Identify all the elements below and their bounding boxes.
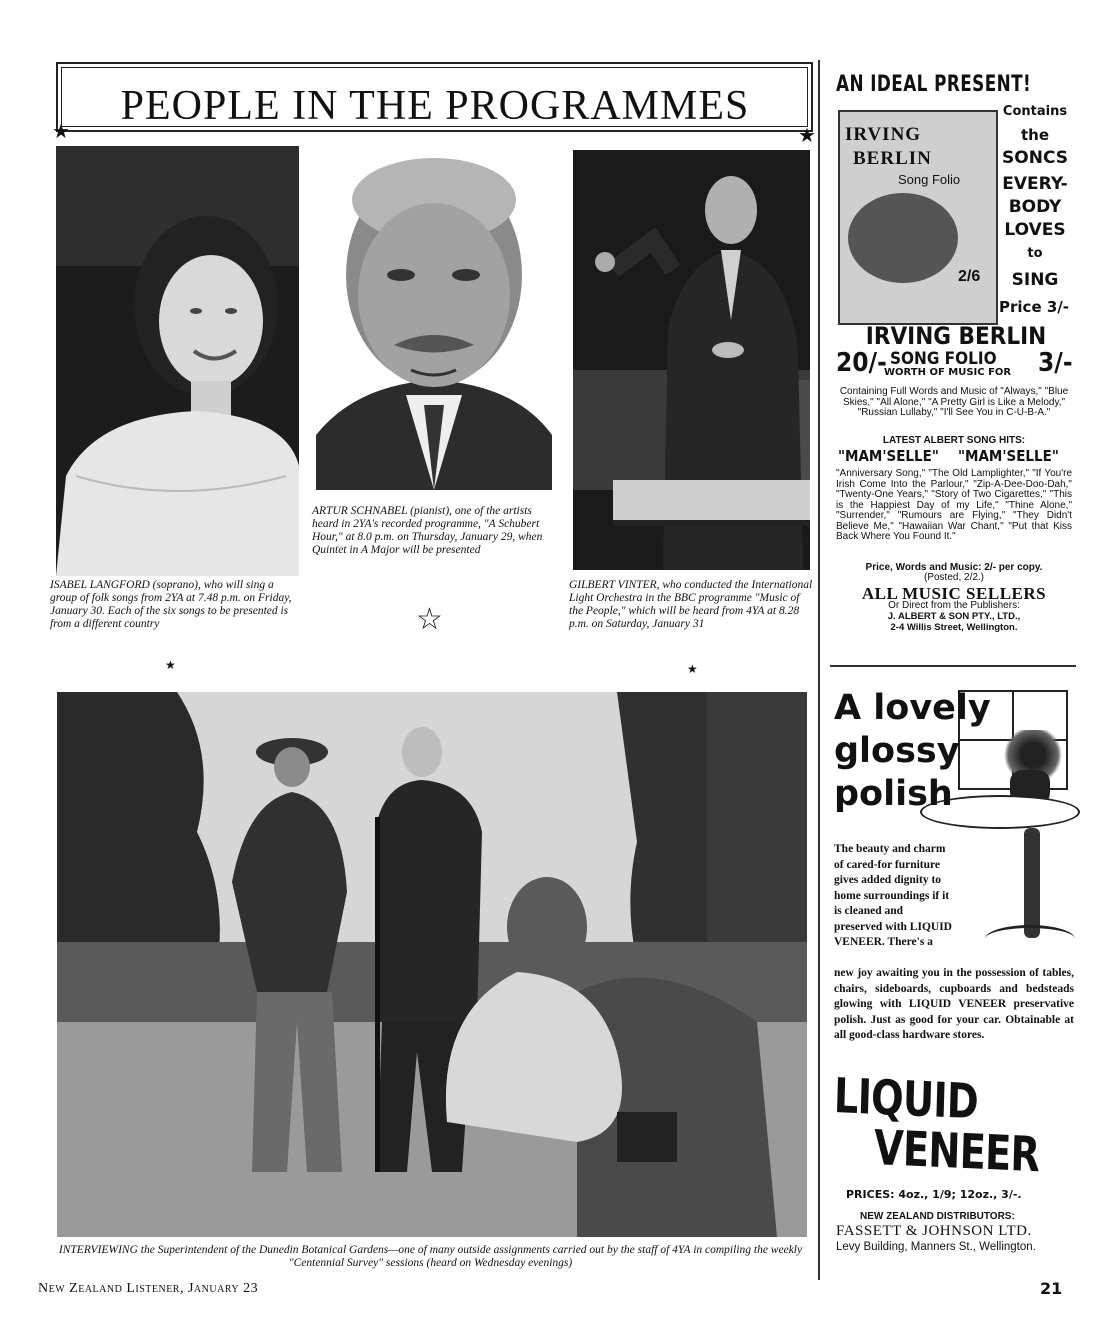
ad-side-word: EVERY- xyxy=(1002,174,1068,194)
ad-side-word: LOVES xyxy=(1004,220,1066,240)
ad-berlin-publisher: J. ALBERT & SON PTY., LTD., xyxy=(887,611,1021,622)
ad-veneer-address: Levy Building, Manners St., Wellington. xyxy=(836,1241,1036,1253)
column-divider xyxy=(818,60,820,1280)
page-number: 21 xyxy=(1040,1279,1063,1298)
ad-berlin-price: Price, Words and Music: 2/- per copy. xyxy=(865,562,1043,573)
hollow-star-ornament: ☆ xyxy=(416,603,443,636)
ad-berlin-name: IRVING BERLIN xyxy=(865,322,1047,350)
page-title: PEOPLE IN THE PROGRAMMES xyxy=(120,83,750,129)
ad-side-price: Price 3/- xyxy=(999,298,1069,316)
table-feet-illustration xyxy=(985,925,1075,953)
ad-berlin-hits-heading: LATEST ALBERT SONG HITS: xyxy=(882,435,1026,446)
folio-title-line1: IRVING xyxy=(845,124,922,145)
ad-veneer-headline: A lovely xyxy=(834,688,991,728)
ad-side-word: to xyxy=(1027,246,1043,261)
folio-subtitle: Song Folio xyxy=(898,172,961,187)
ad-berlin-hit-title: "MAM'SELLE" xyxy=(958,447,1059,465)
ad-veneer-brand: LIQUID xyxy=(833,1068,979,1131)
ad-divider xyxy=(830,665,1076,667)
ad-veneer-distributors: NEW ZEALAND DISTRIBUTORS: xyxy=(860,1211,1015,1222)
caption-vinter: GILBERT VINTER, who conducted the International Light Orchestra in the BBC programme "Music of the People," which will be heard from 4YA at 8.28 p.m. on Saturday, January 31 xyxy=(569,579,813,630)
ad-berlin-song-folio: SONG FOLIO xyxy=(890,349,997,369)
ad-berlin-headline: AN IDEAL PRESENT! xyxy=(836,72,1032,97)
ad-veneer-prices: PRICES: 4oz., 1/9; 12oz., 3/-. xyxy=(846,1188,1022,1201)
ad-veneer-company: FASSETT & JOHNSON LTD. xyxy=(836,1223,1032,1239)
ad-veneer-body-continued: new joy awaiting you in the possession of tables, chairs, sideboards, cupboards and bedsteads glowing with LIQUID VENEER preservative polish. Just as good for your car. Obtainable at all good-class hardware stores. xyxy=(834,967,1074,1041)
ad-berlin-address: 2-4 Willis Street, Wellington. xyxy=(890,622,1018,633)
table-leg-illustration xyxy=(1024,828,1040,938)
ad-berlin-direct: Or Direct from the Publishers: xyxy=(888,600,1020,611)
star-ornament: ★ xyxy=(687,662,698,676)
caption-schnabel: ARTUR SCHNABEL (pianist), one of the artists heard in 2YA's recorded programme, "A Schubert Hour," at 8.0 p.m. on Thursday, January 29, when Quintet in A Major will be presented xyxy=(312,505,543,556)
folio-piano-illustration xyxy=(848,193,958,283)
ad-berlin-posted: (Posted, 2/2.) xyxy=(923,572,985,583)
ad-side-word: Contains xyxy=(1002,104,1068,119)
ad-side-word: SING xyxy=(1011,270,1059,290)
photo-artur-schnabel xyxy=(316,145,552,490)
ad-berlin-value-right: 3/- xyxy=(1038,348,1073,378)
ad-berlin-worth: WORTH OF MUSIC FOR xyxy=(884,367,1012,378)
star-ornament: ★ xyxy=(798,125,816,147)
ad-side-word: BODY xyxy=(1008,197,1062,217)
ad-veneer-headline: polish xyxy=(834,774,953,814)
ad-veneer-brand: VENEER xyxy=(873,1120,1041,1184)
ad-side-word: the xyxy=(1020,126,1050,144)
caption-langford: ISABEL LANGFORD (soprano), who will sing a group of folk songs from 2YA at 7.48 p.m. on Friday, January 30. Each of the six songs to be presented is from a different country xyxy=(50,579,292,630)
ad-berlin-sellers: ALL MUSIC SELLERS xyxy=(861,584,1047,603)
caption-interview: INTERVIEWING the Superintendent of the Dunedin Botanical Gardens—one of many outside assignments carried out by the staff of 4YA in compiling the weekly "Centennial Survey" sessions (heard on Wednesday evenings) xyxy=(58,1244,803,1269)
photo-isabel-langford xyxy=(56,146,299,576)
ad-berlin-contents: Containing Full Words and Music of "Always," "Blue Skies," "All Alone," "A Pretty Girl is Like a Melody," "Russian Lullaby," "I'll See You in C-U-B-A." xyxy=(839,386,1069,418)
ad-berlin-value-left: 20/- xyxy=(836,348,887,378)
photo-botanical-gardens-interview xyxy=(57,692,807,1237)
photo-gilbert-vinter xyxy=(573,150,810,570)
star-ornament: ★ xyxy=(52,121,70,143)
folio-title-line2: BERLIN xyxy=(853,148,932,169)
ad-veneer-body: The beauty and charm of cared-for furniture gives added dignity to home surroundings if it is cleaned and preserved with LIQUID VENEER. There's a xyxy=(834,843,952,948)
folio-price: 2/6 xyxy=(958,268,981,285)
ad-berlin-song-list: "Anniversary Song," "The Old Lamplighter," "If You're Irish Come Into the Parlour," "Zip-A-Dee-Doo-Dah," "Twenty-One Years," "Story of Two Cigarettes," "This is the Happiest Day of my Life," "Thine Alone," "Surrender," "Rumours are Flying," "They Didn't Believe Me," "Hawaiian War Chant," "Put that Kiss Back Where You Found It." xyxy=(836,468,1072,542)
footer-publication: New Zealand Listener, January 23 xyxy=(38,1281,259,1296)
ad-side-word: SONCS xyxy=(1002,148,1068,168)
ad-veneer-headline: glossy xyxy=(834,731,960,771)
star-ornament: ★ xyxy=(165,658,176,672)
ad-berlin-hit-title: "MAM'SELLE" xyxy=(838,447,939,465)
